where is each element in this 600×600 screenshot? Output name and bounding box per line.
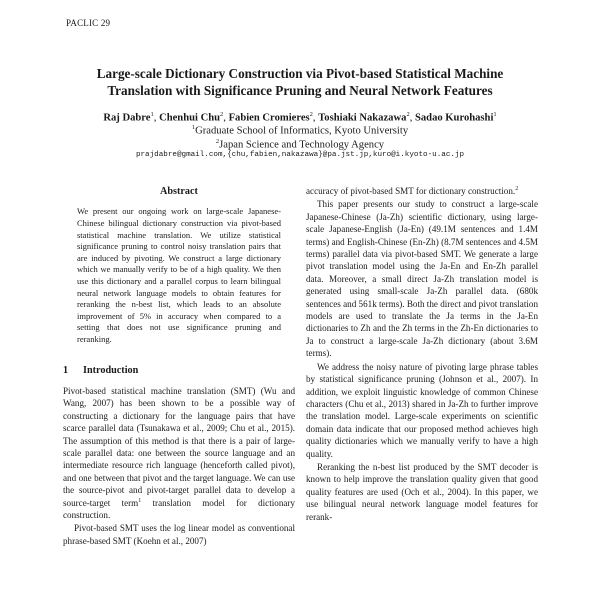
affiliation-mark: 2: [215, 138, 220, 145]
affiliation-mark: 1: [191, 124, 196, 131]
affiliation-text: Japan Science and Technology Agency: [219, 139, 385, 151]
author-affil-mark: 2: [220, 111, 224, 118]
paper-title-line-1: Large-scale Dictionary Construction via Pivot-based Statistical Machine: [96, 66, 504, 81]
author-name: Sadao Kurohashi: [414, 112, 494, 124]
section-number: 1: [63, 364, 69, 376]
left-column: [63, 180, 295, 547]
intro-paragraph-2: Pivot-based SMT uses the log linear model as conventional phrase-based SMT (Koehn et al., 2007): [63, 523, 295, 546]
author-affil-mark: 1: [150, 111, 154, 118]
right-paragraph-1-text: accuracy of pivot-based SMT for dictionary construction.: [306, 186, 516, 196]
conference-header: PACLIC 29: [66, 18, 111, 28]
right-paragraph-2: This paper presents our study to construct a large-scale Japanese-Chinese (Ja-Zh) scientific dictionary, using large-scale Japanese-English (Ja-En) (49.1M sentences and 1.4M terms) and English-Chinese (En-Zh) (8.7M sentences and 4.5M terms) parallel data via pivot-based SMT. We generate a large pivot translation model using the Ja-En and En-Zh parallel data. Moreover, a small direct Ja-Zh translation model is generated using small-scale Ja-Zh parallel data. (680k sentences and 561k terms). Both the direct and pivot translation models are used to translate the Ja terms in the Ja-En dictionaries to Zh and the Zh terms in the Zh-En dictionaries to Ja to construct a large-scale Ja-Zh dictionary (about 3.6M terms).: [306, 199, 538, 359]
footnote-mark: 1: [138, 497, 142, 504]
intro-paragraph-1-tail: translation model for dictionary construction.: [63, 497, 295, 520]
right-column: [306, 185, 538, 523]
footnote-mark: 2: [515, 185, 519, 192]
author-name: Toshiaki Nakazawa: [318, 112, 407, 124]
author-name: Raj Dabre: [103, 112, 151, 124]
intro-paragraph-1-text: Pivot-based statistical machine translation (SMT) (Wu and Wang, 2007) has been shown to be a possible way of constructing a dictionary for the language pairs that have scarce parallel data (Tsunakawa et al., 2009; Chu et al., 2015). The assumption of this method is that there is a pair of large-scale parallel data: one between the source language and an intermediate resource rich language (henceforth called pivot), and one between that pivot and the target language. We can use the source-pivot and pivot-target parallel data to develop a source-target term: [63, 385, 295, 508]
right-paragraph-3: We address the noisy nature of pivoting large phrase tables by statistical significance pruning (Johnson et al., 2007). In addition, we exploit linguistic knowledge of common Chinese characters (Chu et al., 2013) shared in Ja-Zh to further improve the translation model. Large-scale experiments on scientific domain data indicate that our proposed method achieves high quality dictionaries which we manually verify to have a high quality.: [306, 361, 538, 459]
author-name: Chenhui Chu: [159, 112, 221, 124]
author-emails: prajdabre@gmail.com,{chu,fabien,nakazawa}@pa.jst.jp,kuro@i.kyoto-u.ac.jp: [135, 151, 465, 159]
abstract-heading: Abstract: [160, 186, 198, 197]
author-affil-mark: 1: [493, 111, 497, 118]
author-affil-mark: 2: [309, 111, 313, 118]
section-heading-introduction: [63, 365, 295, 377]
paper-title-line-2: Translation with Significance Pruning and Neural Network Features: [107, 83, 493, 98]
paper-title: [40, 65, 560, 99]
author-affil-mark: 2: [406, 111, 410, 118]
affiliation-text: Graduate School of Informatics, Kyoto University: [195, 125, 409, 137]
intro-paragraph-1: [63, 385, 295, 521]
right-paragraph-4: Reranking the n-best list produced by the SMT decoder is known to help improve the translation quality given that good quality features are used (Och et al., 2004). In this paper, we use bilingual neural network language model features for rerank-: [306, 461, 538, 522]
right-paragraph-1: [306, 185, 538, 197]
affiliation-2: [30, 135, 570, 152]
author-list: Raj Dabre$^1$, Chenhui Chu$^2$, Fabien Cromieres$^2$, Toshiaki Nakazawa$^2$, Sadao Kurohashi$^1$: [103, 111, 497, 124]
abstract-text: We present our ongoing work on large-scale Japanese-Chinese bilingual dictionary construction via pivot-based statistical machine translation. We utilize statistical significance pruning to control noisy translation pairs that are induced by pivoting. We construct a large dictionary which we manually verify to be of a high quality. We then use this dictionary and a parallel corpus to learn bilingual neural network language models to obtain features for reranking the n-best list, which leads to an absolute improvement of 5% in accuracy when compared to a setting that does not use significance pruning and reranking.: [77, 206, 281, 344]
author-name: Fabien Cromieres: [228, 112, 310, 124]
section-title: Introduction: [83, 364, 139, 376]
